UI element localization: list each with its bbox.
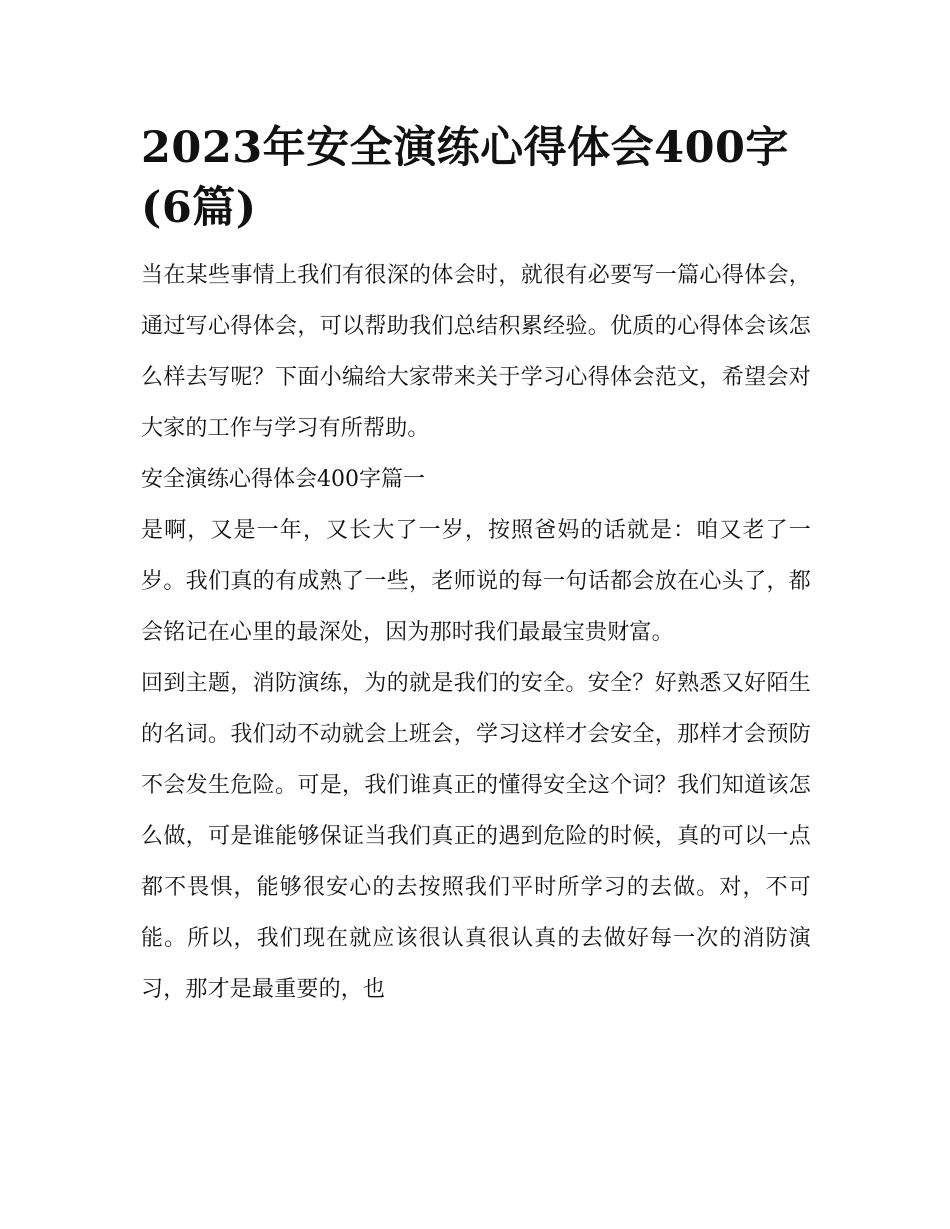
section-heading: 安全演练心得体会400字篇一 [141, 467, 425, 492]
document-content [141, 118, 811, 1015]
body-paragraph: 回到主题，消防演练，为的就是我们的安全。安全？好熟悉又好陌生的名词。我们动不动就会上班会，学习这样才会安全，那样才会预防不会发生危险。可是，我们谁真正的懂得安全这个词？我们知道该怎么做，可是谁能够保证当我们真正的遇到危险的时候，真的可以一点都不畏惧，能够很安心的去按照我们平时所学习的去做。对，不可能。所以，我们现在就应该很认真很认真的去做好每一次的消防演习，那才是最重要的，也 [141, 671, 811, 1002]
intro-paragraph: 当在某些事情上我们有很深的体会时，就很有必要写一篇心得体会，通过写心得体会，可以帮助我们总结积累经验。优质的心得体会该怎么样去写呢？下面小编给大家带来关于学习心得体会范文，希望会对大家的工作与学习有所帮助。 [141, 263, 811, 441]
body-paragraph: 是啊，又是一年，又长大了一岁，按照爸妈的话就是：咱又老了一岁。我们真的有成熟了一些，老师说的每一句话都会放在心头了，都会铭记在心里的最深处，因为那时我们最最宝贵财富。 [141, 518, 811, 645]
document-title: 2023年安全演练心得体会400字(6篇) [141, 123, 789, 233]
